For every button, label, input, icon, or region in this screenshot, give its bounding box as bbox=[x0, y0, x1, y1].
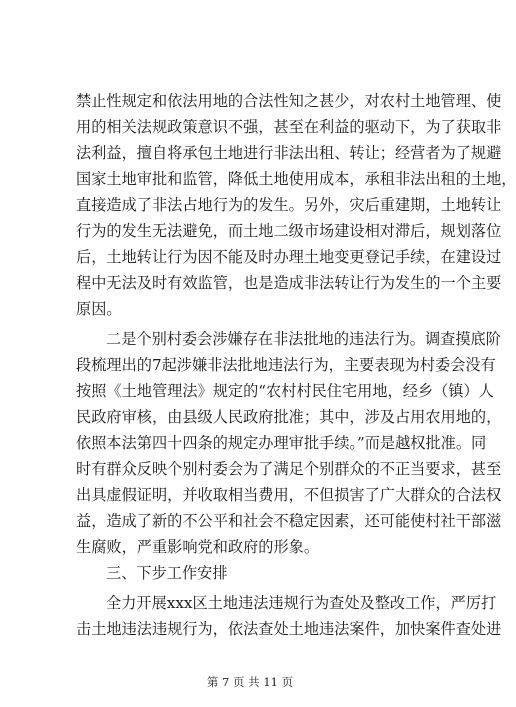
text-line: 生腐败，严重影响党和政府的形象。 bbox=[76, 538, 319, 556]
text-line: 禁止性规定和依法用地的合法性知之甚少，对农村土地管理、使 bbox=[76, 92, 502, 110]
text-line: 民政府审核，由县级人民政府批准；其中，涉及占用农用地的， bbox=[76, 408, 502, 426]
text-line: 依照本法第四十四条的规定办理审批手续。”而是越权批准。同 bbox=[76, 434, 487, 452]
text-line: 二是个别村委会涉嫌存在非法批地的违法行为。调查摸底阶 bbox=[106, 330, 501, 348]
text-line: 直接造成了非法占地行为的发生。另外，灾后重建期，土地转让 bbox=[76, 196, 502, 214]
text-line: 用的相关法规政策意识不强，甚至在利益的驱动下，为了获取非 bbox=[76, 118, 502, 136]
text-line: 出具虚假证明，并收取相当费用，不但损害了广大群众的合法权 bbox=[76, 486, 502, 504]
page-footer: 第 7 页 共 11 页 bbox=[206, 675, 294, 689]
text-line: 原因。 bbox=[76, 300, 122, 318]
text-line: 击土地违法违规行为，依法查处土地违法案件，加快案件查处进 bbox=[76, 620, 502, 638]
text-line: 法利益，擅自将承包土地进行非法出租、转让；经营者为了规避 bbox=[76, 144, 502, 162]
text-line: 国家土地审批和监管，降低土地使用成本，承租非法出租的土地， bbox=[76, 170, 516, 188]
text-line: 时有群众反映个别村委会为了满足个别群众的不正当要求，甚至 bbox=[76, 460, 502, 478]
text-line: 段梳理出的7起涉嫌非法批地违法行为，主要表现为村委会没有 bbox=[76, 356, 496, 374]
text-line: 后，土地转让行为因不能及时办理土地变更登记手续，在建设过 bbox=[76, 248, 502, 266]
section-heading: 三、下步工作安排 bbox=[106, 564, 228, 582]
text-line: 程中无法及时有效监管，也是造成非法转让行为发生的一个主要 bbox=[76, 274, 502, 292]
text-line: 按照《土地管理法》规定的“农村村民住宅用地，经乡（镇）人 bbox=[76, 382, 494, 400]
text-line: 益，造成了新的不公平和社会不稳定因素，还可能使村社干部滋 bbox=[76, 512, 502, 530]
text-line: 行为的发生无法避免，而土地二级市场建设相对滞后，规划落位 bbox=[76, 222, 502, 240]
text-line: 全力开展xxx区土地违法违规行为查处及整改工作，严厉打 bbox=[106, 594, 497, 612]
